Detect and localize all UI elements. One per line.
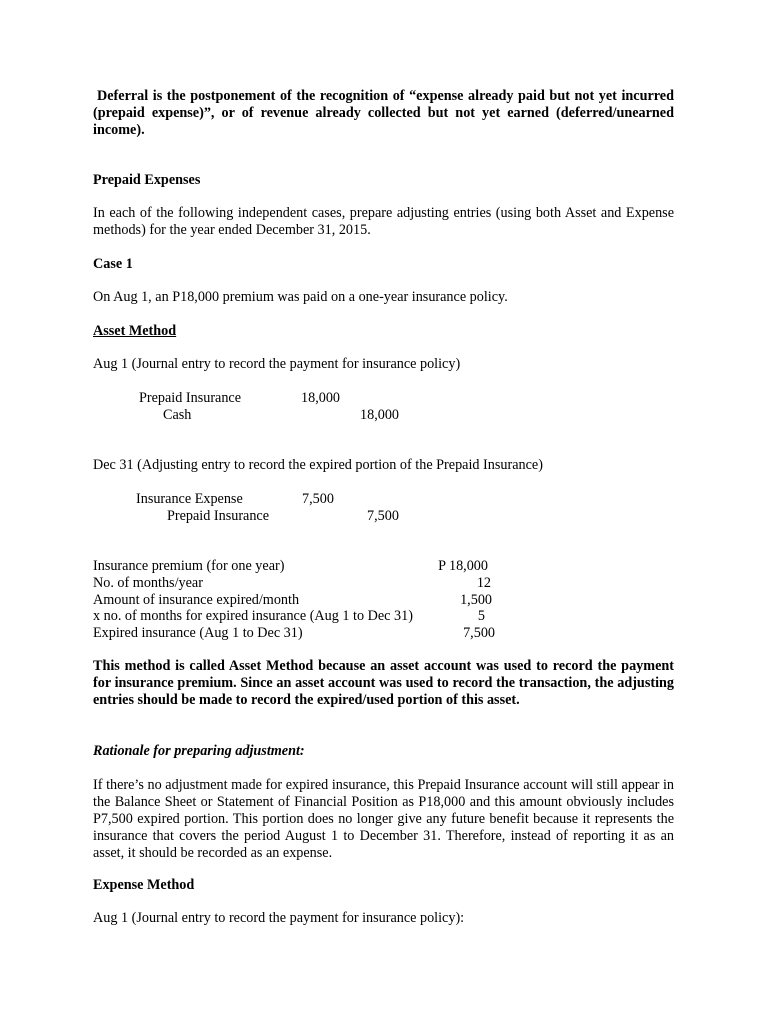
section-title: Prepaid Expenses (93, 172, 201, 188)
computation-label: Amount of insurance expired/month (93, 592, 300, 608)
case-text: On Aug 1, an P18,000 premium was paid on a one-year insurance policy. (93, 289, 508, 305)
dec31-credit-amount: 7,500 (367, 508, 399, 524)
instructions-paragraph: In each of the following independent cases, prepare adjusting entries (using both Asset and Expense methods) for the year ended December 31, 2015. (93, 205, 674, 238)
aug1-debit-account: Prepaid Insurance (139, 390, 242, 406)
computation-value: 7,500 (463, 625, 495, 641)
rationale-paragraph: If there’s no adjustment made for expired insurance, this Prepaid Insurance account will still appear in the Balance Sheet or Statement of Financial Position as P18,000 and this amount obviously includes P7,500 expired portion. This portion does no longer give any future benefit because it represents the insurance that covers the period August 1 to December 31. Therefore, instead of reporting it as an asset, it should be recorded as an expense. (93, 777, 674, 861)
case-title: Case 1 (93, 256, 133, 272)
expense-method-heading: Expense Method (93, 877, 195, 893)
dec31-debit-amount: 7,500 (302, 491, 334, 507)
computation-value: 12 (476, 575, 491, 591)
dec31-debit-account: Insurance Expense (136, 491, 243, 507)
dec31-credit-account: Prepaid Insurance (167, 508, 270, 524)
asset-aug1-caption: Aug 1 (Journal entry to record the payment for insurance policy) (93, 356, 461, 372)
expense-aug1-caption: Aug 1 (Journal entry to record the payment for insurance policy): (93, 910, 465, 926)
aug1-debit-amount: 18,000 (301, 390, 341, 406)
asset-dec31-caption: Dec 31 (Adjusting entry to record the expired portion of the Prepaid Insurance) (93, 457, 543, 473)
computation-label: x no. of months for expired insurance (Aug 1 to Dec 31) (93, 608, 413, 624)
computation-value: 1,500 (460, 592, 492, 608)
computation-label: Expired insurance (Aug 1 to Dec 31) (93, 625, 303, 641)
computation-label: No. of months/year (93, 575, 203, 591)
rationale-heading: Rationale for preparing adjustment: (93, 743, 305, 759)
aug1-credit-account: Cash (163, 407, 192, 423)
asset-method-explanation: This method is called Asset Method because an asset account was used to record the payment for insurance premium. Since an asset account was used to record the transaction, the adjusting entries should be made to record the expired/used portion of this asset. (93, 658, 674, 708)
computation-value: P 18,000 (438, 558, 488, 574)
asset-method-heading: Asset Method (93, 323, 177, 339)
aug1-credit-amount: 18,000 (360, 407, 400, 423)
computation-value: 5 (477, 608, 485, 624)
intro-paragraph: Deferral is the postponement of the recognition of “expense already paid but not yet incurred (prepaid expense)”, or of revenue already collected but not yet earned (deferred/unearned income). (93, 88, 674, 138)
computation-label: Insurance premium (for one year) (93, 558, 285, 574)
